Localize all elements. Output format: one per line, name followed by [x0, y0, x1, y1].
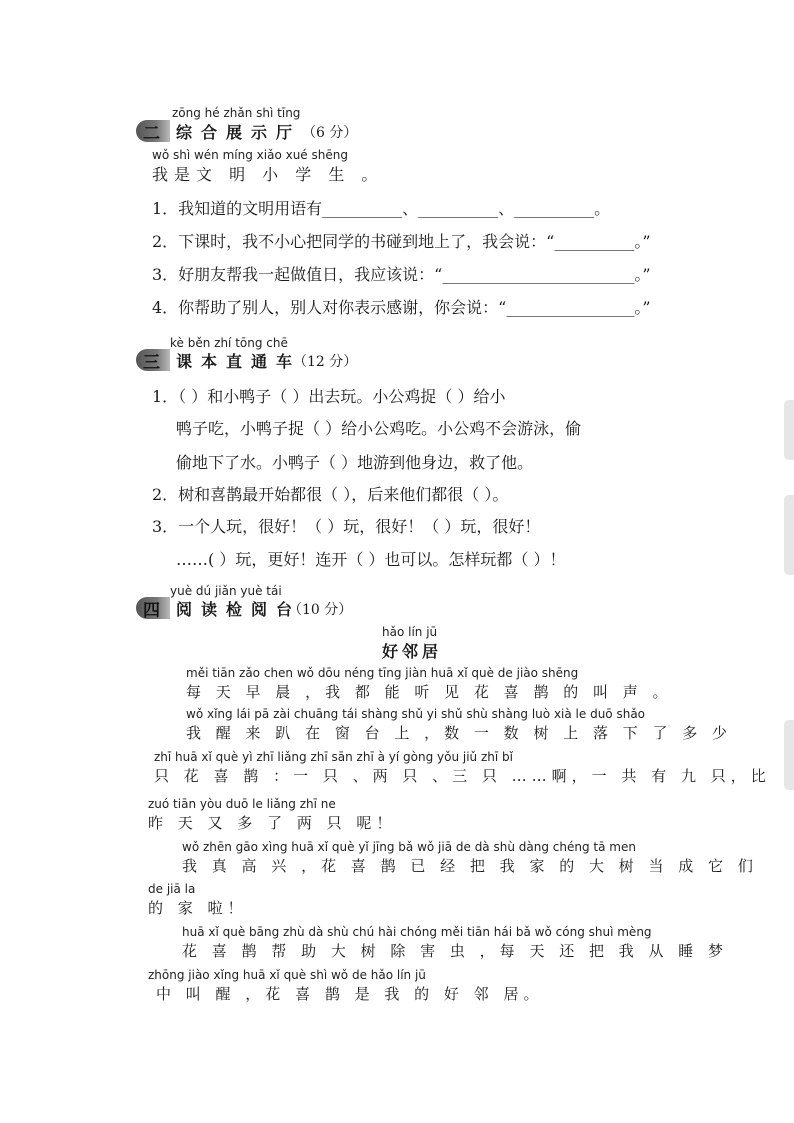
section2-question-2: 2．下课时，我不小心把同学的书碰到地上了，我会说：“__________。” — [152, 232, 651, 251]
story-line-6: 的 家 啦！ — [148, 899, 248, 917]
section3-line-6: ……( ）玩，更好！连开（ ）也可以。怎样玩都（ ）！ — [176, 550, 566, 569]
story-pinyin-8: zhōng jiào xǐng huā xǐ què shì wǒ de hǎo lín jū — [148, 968, 426, 982]
story-line-8: 中 叫 醒 ，花 喜 鹊 是 我 的 好 邻 居。 — [156, 985, 544, 1003]
story-line-4: 昨 天 又 多 了 两 只 呢！ — [148, 814, 397, 832]
story-line-2: 我 醒 来 趴 在 窗 台 上 ，数 一 数 树 上 落 下 了 多 少 — [186, 724, 733, 742]
story-line-7: 花 喜 鹊 帮 助 大 树 除 害 虫 ，每 天 还 把 我 从 睡 梦 — [182, 942, 729, 960]
section2-number: 二 — [143, 124, 160, 144]
story-title: 好邻居 — [382, 642, 443, 661]
story-pinyin-1: měi tiān zǎo chen wǒ dōu néng tīng jiàn huā xǐ què de jiào shēng — [186, 666, 579, 680]
section4-pinyin: yuè dú jiǎn yuè tái — [170, 584, 282, 598]
section2-pinyin: zōng hé zhǎn shì tīng — [172, 106, 301, 120]
section2-score: （6 分） — [302, 125, 358, 141]
story-title-pinyin: hǎo lín jū — [382, 625, 438, 639]
section3-number: 三 — [143, 353, 160, 373]
edge-mark — [784, 400, 794, 460]
section3-line-1: 1．（ ）和小鸭子（ ）出去玩。小公鸡捉（ ）给小 — [152, 387, 506, 406]
section2-question-1: 1．我知道的文明用语有__________、__________、__________。 — [152, 199, 611, 218]
edge-mark — [784, 495, 794, 575]
section3-title: 课本直通车 — [176, 352, 302, 371]
section3-line-3: 偷地下了水。小鸭子（ ）地游到他身边，救了他。 — [176, 453, 534, 472]
section4-title: 阅读检阅台 — [176, 600, 302, 619]
story-pinyin-7: huā xǐ què bāng zhù dà shù chú hài chóng měi tiān hái bǎ wǒ cóng shuì mèng — [182, 925, 652, 939]
section2-title: 综合展示厅 — [176, 123, 302, 142]
section4-number: 四 — [143, 601, 160, 621]
section2-subtitle: 我是文 明 小 学 生 。 — [152, 165, 384, 184]
section4-score: （10 分） — [288, 602, 353, 618]
section3-line-2: 鸭子吃，小鸭子捉（ ）给小公鸡吃。小公鸡不会游泳，偷 — [176, 419, 582, 438]
section3-score: （12 分） — [293, 354, 358, 370]
section3-line-4: 2．树和喜鹊最开始都很（ ），后来他们都很（ ）。 — [152, 485, 509, 504]
section2-subtitle-pinyin: wǒ shì wén míng xiǎo xué shēng — [152, 148, 348, 162]
story-pinyin-5: wǒ zhēn gāo xìng huā xǐ què yǐ jīng bǎ wǒ jiā de dà shù dàng chéng tā men — [182, 840, 636, 854]
story-line-3: 只 花 喜 鹊 ：一 只 、两 只 、三 只 ……啊，一 共 有 九 只，比 — [154, 767, 771, 785]
section3-line-5: 3．一个人玩，很好！（ ）玩，很好！（ ）玩，很好！ — [152, 517, 541, 536]
story-pinyin-3: zhī huā xǐ què yì zhī liǎng zhī sān zhī à yí gòng yǒu jiǔ zhī bǐ — [154, 750, 513, 764]
section2-question-3: 3．好朋友帮我一起做值日，我应该说：“________________________。” — [152, 265, 651, 284]
section3-pinyin: kè běn zhí tōng chē — [170, 336, 288, 350]
story-line-5: 我 真 高 兴 ，花 喜 鹊 已 经 把 我 家 的 大 树 当 成 它 们 — [182, 857, 758, 875]
edge-mark — [784, 720, 794, 790]
story-line-1: 每 天 早 晨 ，我 都 能 听 见 花 喜 鹊 的 叫 声 。 — [186, 683, 673, 701]
section2-question-4: 4．你帮助了别人，别人对你表示感谢，你会说：“________________。” — [152, 298, 651, 317]
story-pinyin-4: zuó tiān yòu duō le liǎng zhī ne — [148, 797, 336, 811]
story-pinyin-2: wǒ xǐng lái pā zài chuāng tái shàng shǔ yi shǔ shù shàng luò xià le duō shǎo — [186, 707, 646, 721]
story-pinyin-6: de jiā la — [148, 882, 196, 896]
